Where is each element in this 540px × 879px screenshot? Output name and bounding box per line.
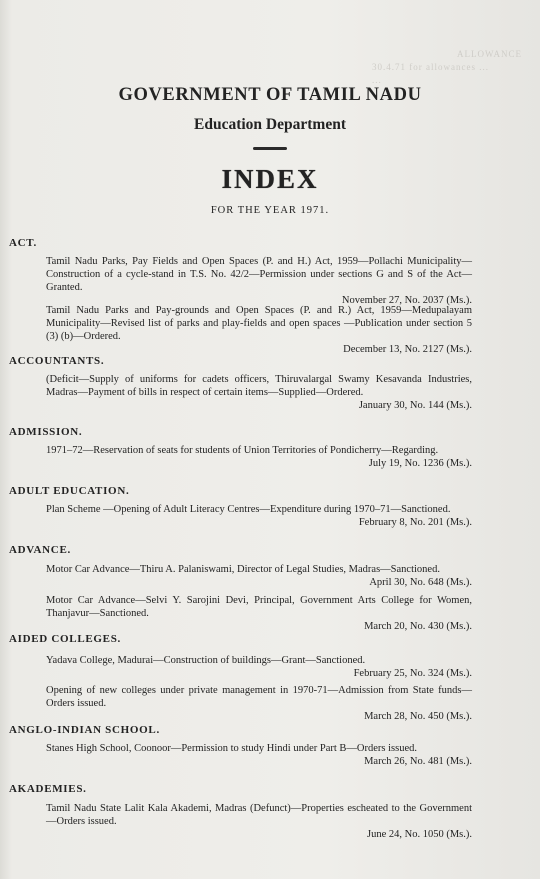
entry-reference: July 19, No. 1236 (Ms.). <box>368 458 472 469</box>
entry-reference: June 24, No. 1050 (Ms.). <box>367 829 472 840</box>
bleed-line: 30.4.71 for allowances ... <box>372 62 489 72</box>
index-entry <box>32 503 472 529</box>
index-entry <box>32 802 472 841</box>
entry-text: Tamil Nadu Parks, Pay Fields and Open Spaces (P. and H.) Act, 1959—Pollachi Municipality—Construction of a cycle-stand in T.S. No. 42/2—Permission under sections G and S of the Act—Granted. <box>46 256 472 293</box>
entry-reference: February 25, No. 324 (Ms.). <box>353 668 472 679</box>
entry-text: 1971–72—Reservation of seats for students of Union Territories of Pondicherry—Regarding. <box>46 445 439 456</box>
index-entry <box>32 684 472 723</box>
index-entry <box>32 563 472 589</box>
section-heading-aided-colleges: AIDED COLLEGES. <box>9 633 121 645</box>
index-title: INDEX <box>221 164 319 194</box>
index-entry <box>32 594 472 633</box>
department-title: Education Department <box>194 116 346 133</box>
entry-text: Yadava College, Madurai—Construction of buildings—Grant—Sanctioned. <box>46 655 366 666</box>
entry-text: Opening of new colleges under private management in 1970-71—Admission from State funds—Orders issued. <box>46 685 472 709</box>
section-heading-advance: ADVANCE. <box>9 544 71 556</box>
entry-text: Stanes High School, Coonoor—Permission to study Hindi under Part B—Orders issued. <box>46 743 417 754</box>
entry-reference: March 28, No. 450 (Ms.). <box>364 711 472 722</box>
section-heading-accountants: ACCOUNTANTS. <box>9 355 105 367</box>
entry-text: Motor Car Advance—Thiru A. Palaniswami, Director of Legal Studies, Madras—Sanctioned. <box>46 564 440 575</box>
index-entry <box>32 654 472 680</box>
bleed-line: ... <box>372 75 382 85</box>
index-entry <box>32 742 472 768</box>
entry-text: (Deficit—Supply of uniforms for cadets officers, Thiruvalargal Swamy Kesavanda Industries, Madras—Payment of bills in respect of certain items—Supplied—Ordered. <box>46 374 472 398</box>
entry-reference: February 8, No. 201 (Ms.). <box>358 517 472 528</box>
entry-reference: March 26, No. 481 (Ms.). <box>364 756 472 767</box>
entry-reference: April 30, No. 648 (Ms.). <box>369 577 472 588</box>
entry-text: Motor Car Advance—Selvi Y. Sarojini Devi, Principal, Government Arts College for Women, Thanjavur—Sanctioned. <box>46 595 472 619</box>
entry-reference: November 27, No. 2037 (Ms.). <box>341 295 472 306</box>
section-heading-admission: ADMISSION. <box>9 426 83 438</box>
section-heading-akademies: AKADEMIES. <box>9 783 87 795</box>
index-entry <box>32 304 472 356</box>
entry-text: Tamil Nadu State Lalit Kala Akademi, Madras (Defunct)—Properties escheated to the Government—Orders issued. <box>46 803 472 827</box>
index-entry <box>32 444 472 470</box>
entry-text: Tamil Nadu Parks and Pay-grounds and Open Spaces (P. and R.) Act, 1959—Medupalayam Municipality—Revised list of parks and play-fields and open spaces —Publication under section 5 (3) (b)—Ordered. <box>46 305 472 342</box>
section-heading-adult-education: ADULT EDUCATION. <box>9 485 130 497</box>
entry-reference: March 20, No. 430 (Ms.). <box>364 621 472 632</box>
index-entry <box>32 373 472 412</box>
entry-text: Plan Scheme —Opening of Adult Literacy Centres—Expenditure during 1970–71—Sanctioned. <box>46 504 451 515</box>
government-title: GOVERNMENT OF TAMIL NADU <box>118 85 422 105</box>
section-heading-act: ACT. <box>9 237 37 249</box>
entry-reference: December 13, No. 2127 (Ms.). <box>343 344 472 355</box>
page-header <box>0 84 540 218</box>
index-entry <box>32 255 472 307</box>
entry-reference: January 30, No. 144 (Ms.). <box>358 400 472 411</box>
year-line: FOR THE YEAR 1971. <box>210 205 330 216</box>
bleed-line: ALLOWANCE <box>457 49 522 59</box>
decorative-rule <box>253 147 287 150</box>
section-heading-anglo-indian-school: ANGLO-INDIAN SCHOOL. <box>9 724 160 736</box>
